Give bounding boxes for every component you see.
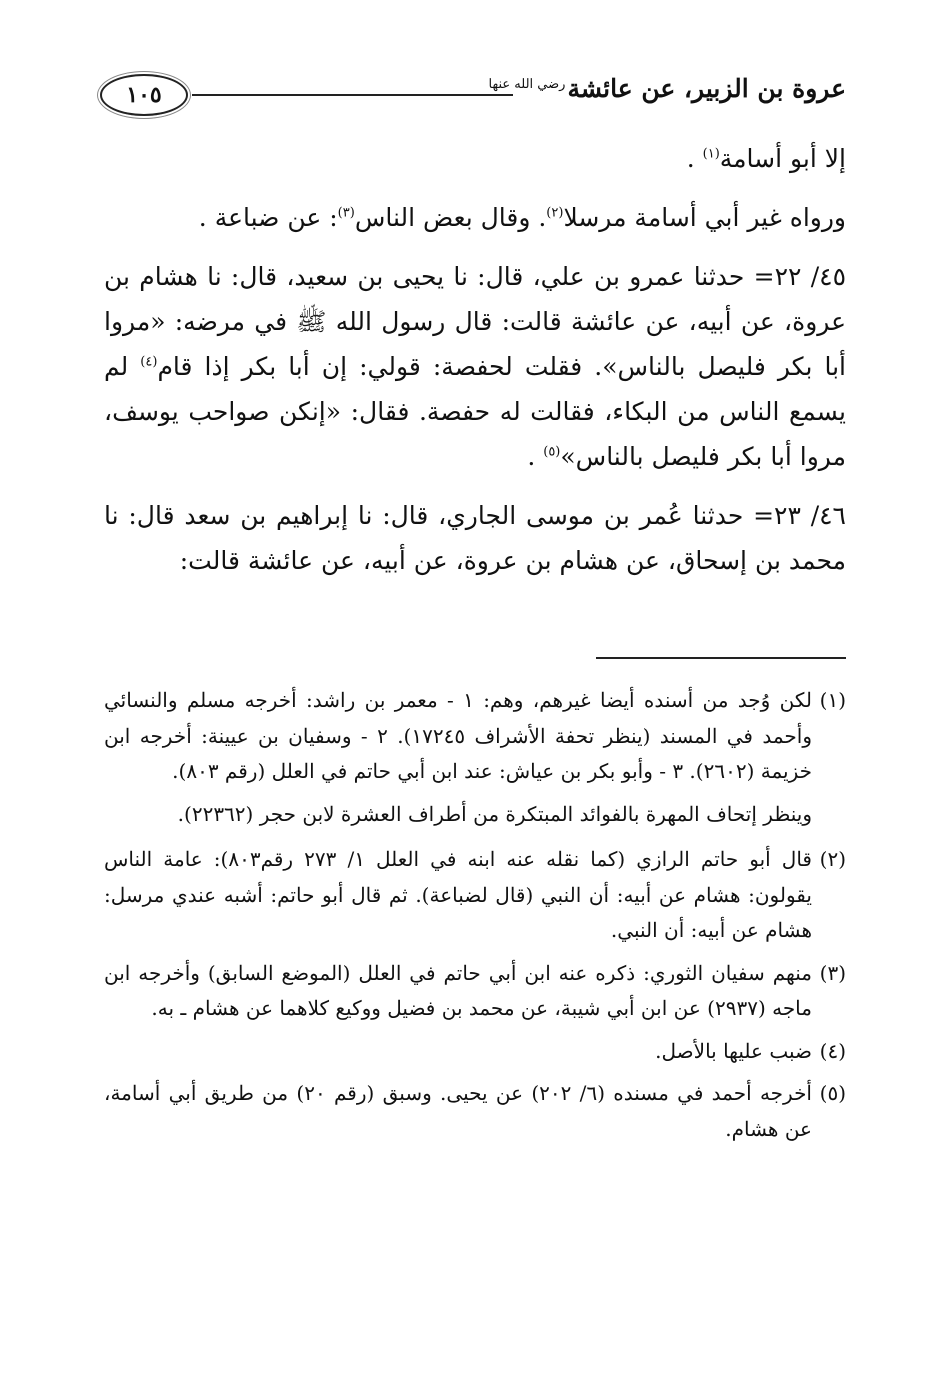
footnote-text: قال أبو حاتم الرازي (كما نقله عنه ابنه في العلل ١/ ٢٧٣ رقم٨٠٣): عامة الناس يقولون: هشام عن أبيه: أن النبي (قال لضباعة). ثم قال أبو حاتم: أشبه عندي مرسل: هشام عن أبيه: أن النبي.: [104, 847, 812, 942]
footnote-separator: [596, 657, 846, 659]
footnote-ref-1: (١): [702, 146, 720, 162]
footnote-text: منهم سفيان الثوري: ذكره عنه ابن أبي حاتم في العلل (الموضع السابق) وأخرجه ابن ماجه (٢٩٣٧) عن ابن أبي شيبة، عن محمد بن فضيل ووكيع كلاهما عن هشام ـ به.: [104, 960, 812, 1020]
footnote-2: [104, 842, 846, 949]
footnote-1: [104, 683, 846, 790]
footnote-number: (١): [819, 688, 846, 712]
footnote-number: (٢): [819, 847, 846, 871]
footnote-ref-2: (٢): [546, 205, 564, 221]
page-number: ١٠٥: [126, 82, 162, 108]
footnote-ref-4: (٤): [140, 354, 158, 370]
footnote-text: ضبب عليها بالأصل.: [655, 1038, 812, 1063]
paragraph-1-text: إلا أبو أسامة: [719, 144, 846, 173]
main-text: [104, 136, 846, 597]
hadith-46: [104, 493, 846, 583]
hadith-45-text-a: ٤٥/ ٢٢= حدثنا عمرو بن علي، قال: نا يحيى بن سعيد، قال: نا هشام بن عروة، عن أبيه، عن عائشة قالت: قال رسول الله ﷺ في مرضه: «مروا أبا بكر فليصل بالناس». فقلت لحفصة: قولي: إن أبا بكر إذا قام: [104, 262, 846, 381]
footnote-text: أخرجه أحمد في مسنده (٦/ ٢٠٢) عن يحيى. وسبق (رقم ٢٠) من طريق أبي أسامة، عن هشام.: [104, 1081, 812, 1141]
footnote-number: (٣): [819, 960, 846, 985]
footnote-number: (٤): [819, 1038, 846, 1063]
paragraph-2-text-a: ورواه غير أبي أسامة مرسلا: [563, 203, 846, 232]
running-title: [489, 74, 846, 103]
running-title-text: عروة بن الزبير، عن عائشة: [567, 74, 846, 103]
footnote-ref-5: (٥): [543, 444, 561, 460]
paragraph-1: [104, 136, 846, 181]
paragraph-2: [104, 195, 846, 240]
hadith-45-end: .: [527, 442, 544, 471]
hadith-46-text: ٤٦/ ٢٣= حدثنا عُمر بن موسى الجاري، قال: نا إبراهيم بن سعد قال: نا محمد بن إسحاق، عن هشام بن عروة، عن أبيه، عن عائشة قالت:: [104, 501, 846, 575]
paragraph-2-text-b: . وقال بعض الناس: [354, 203, 547, 232]
footnote-number: (٥): [819, 1081, 846, 1105]
running-head: [100, 66, 846, 126]
footnotes: [104, 683, 846, 1154]
hadith-45-text-b: لم يسمع الناس من البكاء، فقالت له حفصة. فقال: «إنكن صواحب يوسف، مروا أبا بكر فليصل بالناس»: [104, 352, 846, 471]
footnote-5: [104, 1076, 846, 1147]
footnote-text: لكن وُجد من أسنده أيضا غيرهم، وهم: ١ - معمر بن راشد: أخرجه مسلم والنسائي وأحمد في المسند (ينظر تحفة الأشراف ١٧٢٤٥). ٢ - وسفيان بن عيينة: أخرجه ابن خزيمة (٢٦٠٢). ٣ - وأبو بكر بن عياش: عند ابن أبي حاتم في العلل (رقم ٨٠٣).: [104, 688, 813, 783]
page-number-badge: [100, 74, 188, 116]
paragraph-2-text-c: : عن ضباعة .: [198, 203, 338, 232]
footnote-3: [104, 956, 846, 1027]
paragraph-1-end: .: [686, 144, 703, 173]
honorific-glyph: رضي الله عنها: [488, 76, 566, 92]
footnote-4: [104, 1034, 846, 1070]
footnote-1-note: وينظر إتحاف المهرة بالفوائد المبتكرة من أطراف العشرة لابن حجر (٢٢٣٦٢).: [177, 801, 812, 826]
hadith-45: [104, 254, 846, 479]
footnote-ref-3: (٣): [337, 205, 355, 221]
header-rule: [192, 94, 513, 96]
